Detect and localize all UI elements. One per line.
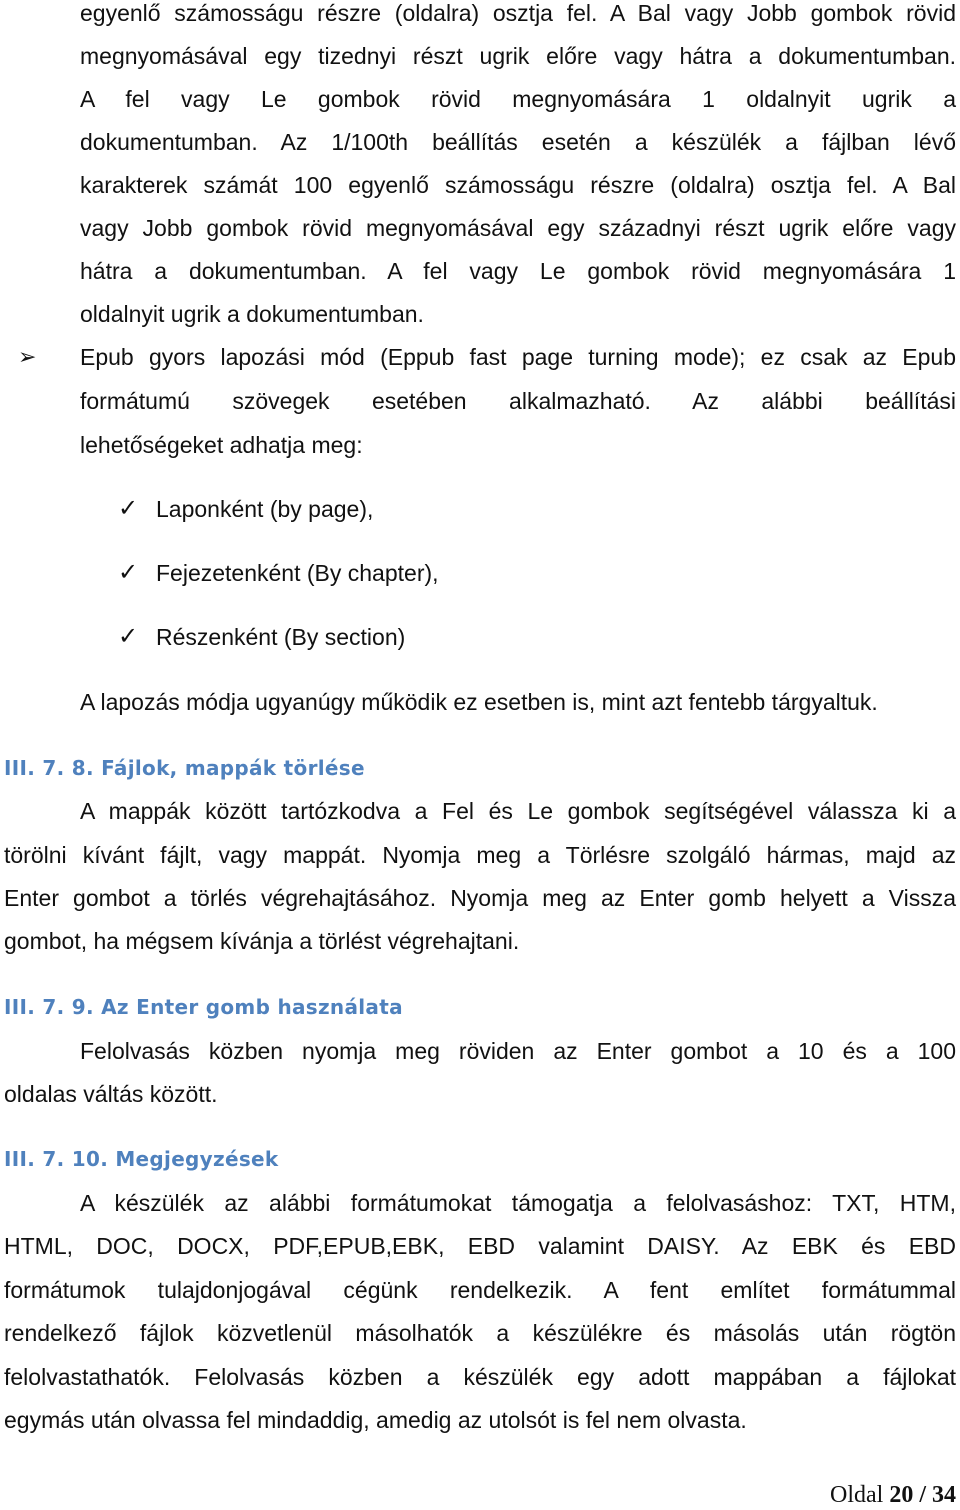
paragraph-line: formátumok tulajdonjogával cégünk rendelkezik. A fent említet formátummal <box>4 1277 956 1303</box>
page-label: Oldal <box>830 1482 884 1508</box>
paragraph-line: oldalnyit ugrik a dokumentumban. <box>80 301 424 327</box>
paragraph-line: vagy Jobb gombok rövid megnyomásával egy századnyi részt ugrik előre vagy <box>80 215 956 241</box>
paragraph-line: dokumentumban. Az 1/100th beállítás esetén a készülék a fájlban lévő <box>80 129 956 155</box>
paragraph-line: lehetőségeket adhatja meg: <box>80 432 363 458</box>
section-heading: III. 7. 9. Az Enter gomb használata <box>4 995 403 1019</box>
paragraph-line: karakterek számát 100 egyenlő számosságu részre (oldalra) osztja fel. A Bal <box>80 172 956 198</box>
paragraph-line: törölni kívánt fájlt, vagy mappát. Nyomja meg a Törlésre szolgáló hármas, majd az <box>4 842 956 868</box>
paragraph-line: A készülék az alábbi formátumokat támogatja a felolvasáshoz: TXT, HTM, <box>80 1190 956 1216</box>
checkmark-icon: ✓ <box>118 623 139 650</box>
section-heading: III. 7. 10. Megjegyzések <box>4 1147 279 1171</box>
paragraph-line: Enter gombot a törlés végrehajtásához. Nyomja meg az Enter gomb helyett a Vissza <box>4 885 956 911</box>
paragraph-line: A mappák között tartózkodva a Fel és Le gombok segítségével válassza ki a <box>80 798 956 824</box>
check-list-item: Laponként (by page), <box>156 496 374 522</box>
paragraph-line: oldalas váltás között. <box>4 1081 218 1107</box>
paragraph-line: hátra a dokumentumban. A fel vagy Le gombok rövid megnyomására 1 <box>80 258 956 284</box>
checkmark-icon: ✓ <box>118 495 139 522</box>
paragraph-line: rendelkező fájlok közvetlenül másolhatók a készülékre és másolás után rögtön <box>4 1320 956 1346</box>
paragraph-line: HTML, DOC, DOCX, PDF,EPUB,EBK, EBD valamint DAISY. Az EBK és EBD <box>4 1233 956 1259</box>
lapozas-note: A lapozás módja ugyanúgy működik ez esetben is, mint azt fentebb tárgyaltuk. <box>80 689 878 715</box>
paragraph-line: Felolvasás közben nyomja meg röviden az Enter gombot a 10 és a 100 <box>80 1038 956 1064</box>
paragraph-line: felolvastathatók. Felolvasás közben a készülék egy adott mappában a fájlokat <box>4 1364 956 1390</box>
paragraph-line: egymás után olvassa fel mindaddig, amedig az utolsót is fel nem olvasta. <box>4 1407 747 1433</box>
current-page: 20 <box>889 1482 914 1508</box>
page-footer <box>830 1480 956 1510</box>
paragraph-line: formátumú szövegek esetében alkalmazható. Az alábbi beállítási <box>80 388 956 414</box>
paragraph-line: Epub gyors lapozási mód (Eppub fast page turning mode); ez csak az Epub <box>80 344 956 370</box>
arrow-bullet-icon: ➢ <box>18 344 37 369</box>
check-list-item: Részenként (By section) <box>156 624 406 650</box>
paragraph-line: A fel vagy Le gombok rövid megnyomására 1 oldalnyit ugrik a <box>80 86 956 112</box>
check-list-item: Fejezetenként (By chapter), <box>156 560 439 586</box>
paragraph-line: megnyomásával egy tizednyi részt ugrik előre vagy hátra a dokumentumban. <box>80 43 956 69</box>
section-heading: III. 7. 8. Fájlok, mappák törlése <box>4 756 365 780</box>
paragraph-line: gombot, ha mégsem kívánja a törlést végrehajtani. <box>4 928 520 954</box>
checkmark-icon: ✓ <box>118 559 139 586</box>
page-separator: / <box>919 1482 926 1508</box>
paragraph-line: egyenlő számosságu részre (oldalra) osztja fel. A Bal vagy Jobb gombok rövid <box>80 0 956 26</box>
total-pages: 34 <box>932 1482 956 1508</box>
